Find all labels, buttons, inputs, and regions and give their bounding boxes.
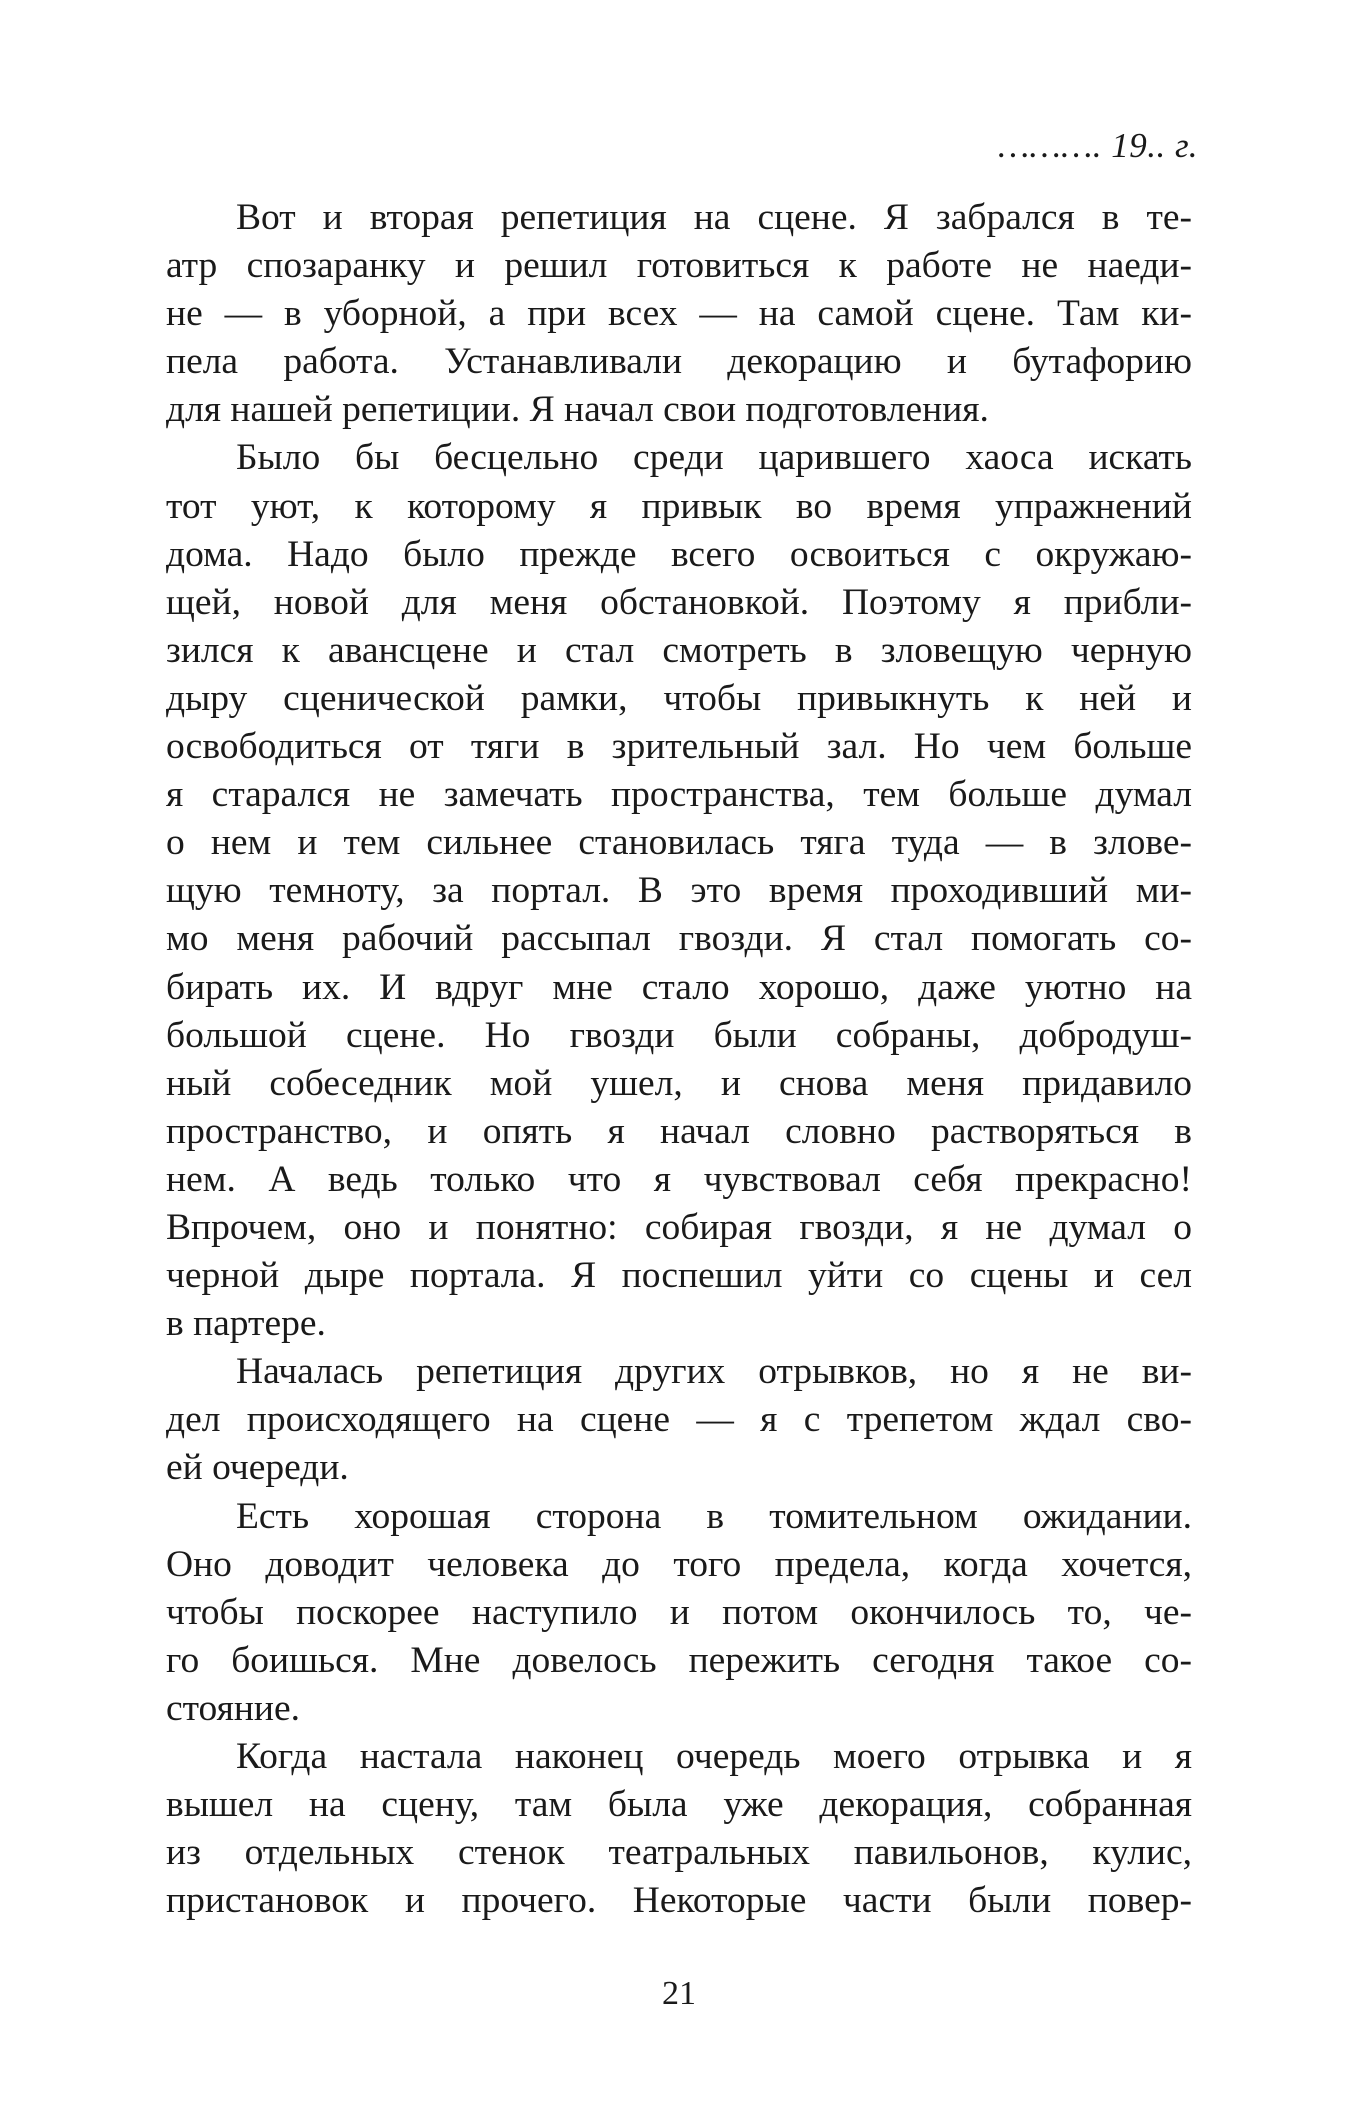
text-line: дел происходящего на сцене — я с трепетом ждал сво- xyxy=(166,1399,1192,1441)
text-line: атр спозаранку и решил готовиться к работе не наеди- xyxy=(166,245,1192,287)
text-line: щую темноту, за портал. В это время проходивший ми- xyxy=(166,870,1192,912)
text-line: из отдельных стенок театральных павильонов, кулис, xyxy=(166,1832,1192,1874)
text-line: дыру сценической рамки, чтобы привыкнуть к ней и xyxy=(166,677,1192,719)
text-line: освободиться от тяги в зрительный зал. Но чем больше xyxy=(166,726,1192,768)
text-line: большой сцене. Но гвозди были собраны, добродуш- xyxy=(166,1014,1192,1056)
text-line: го боишься. Мне довелось пережить сегодня такое со- xyxy=(166,1639,1192,1681)
text-line: ный собеседник мой ушел, и снова меня придавило xyxy=(166,1062,1192,1104)
text-line: тот уют, к которому я привык во время упражнений xyxy=(166,485,1192,527)
text-line: я старался не замечать пространства, тем больше думал xyxy=(166,774,1192,816)
text-line: Было бы бесцельно среди царившего хаоса искать xyxy=(236,437,1192,479)
text-line: Есть хорошая сторона в томительном ожидании. xyxy=(236,1495,1192,1537)
text-line: Началась репетиция других отрывков, но я не ви- xyxy=(236,1351,1192,1393)
text-line: черной дыре портала. Я поспешил уйти со сцены и сел xyxy=(166,1255,1192,1297)
text-line: о нем и тем сильнее становилась тяга туда — в злове- xyxy=(166,822,1192,864)
page-number: 21 xyxy=(662,1975,696,2012)
body-text xyxy=(166,194,1192,1925)
text-line: пела работа. Устанавливали декорацию и бутафорию xyxy=(166,341,1192,383)
text-line: дома. Надо было прежде всего освоиться с окружаю- xyxy=(166,533,1192,575)
text-line: стояние. xyxy=(166,1687,300,1729)
text-line: ей очереди. xyxy=(166,1447,349,1489)
text-line: вышел на сцену, там была уже декорация, собранная xyxy=(166,1784,1192,1826)
text-line: щей, новой для меня обстановкой. Поэтому я прибли- xyxy=(166,581,1192,623)
text-line: не — в уборной, а при всех — на самой сцене. Там ки- xyxy=(166,293,1192,335)
text-line: Впрочем, оно и понятно: собирая гвозди, я не думал о xyxy=(166,1206,1192,1248)
text-line: пространство, и опять я начал словно растворяться в xyxy=(166,1110,1192,1152)
text-line: пристановок и прочего. Некоторые части были повер- xyxy=(166,1880,1192,1922)
text-line: в партере. xyxy=(166,1303,326,1345)
text-line: бирать их. И вдруг мне стало хорошо, даже уютно на xyxy=(166,966,1192,1008)
text-line: для нашей репетиции. Я начал свои подготовления. xyxy=(166,389,989,431)
text-line: чтобы поскорее наступило и потом окончилось то, че- xyxy=(166,1591,1192,1633)
text-line: Когда настала наконец очередь моего отрывка и я xyxy=(236,1736,1192,1777)
text-line: зился к авансцене и стал смотреть в зловещую черную xyxy=(166,629,1192,671)
text-line: мо меня рабочий рассыпал гвозди. Я стал помогать со- xyxy=(166,918,1192,960)
running-header: ………. 19.. г. xyxy=(997,126,1198,165)
text-line: Вот и вторая репетиция на сцене. Я забрался в те- xyxy=(236,197,1192,238)
text-line: Оно доводит человека до того предела, когда хочется, xyxy=(166,1543,1192,1585)
text-line: нем. А ведь только что я чувствовал себя прекрасно! xyxy=(166,1158,1192,1200)
